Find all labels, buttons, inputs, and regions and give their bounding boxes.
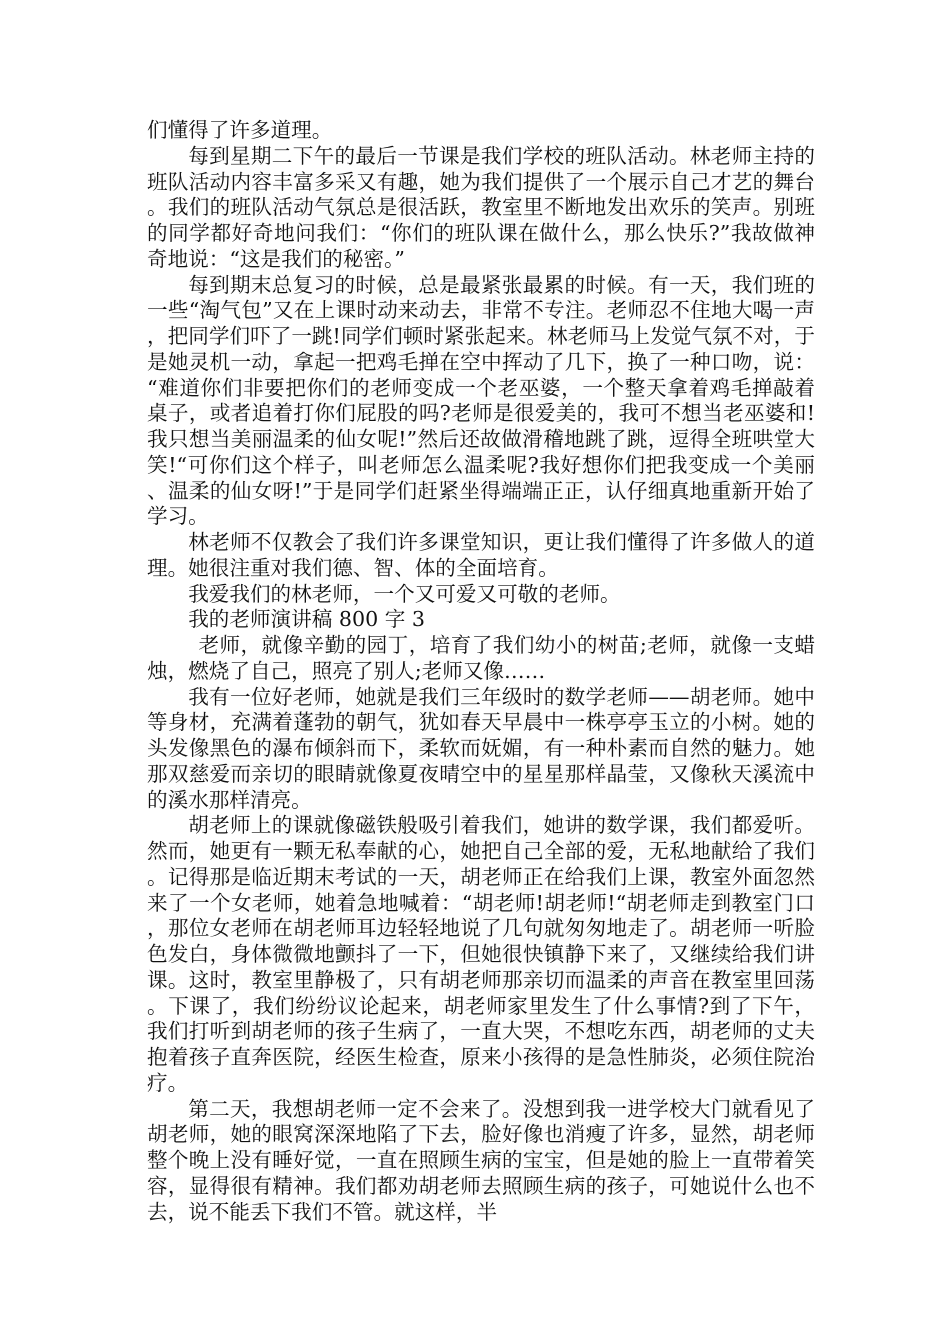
paragraph-teacher-lessons: 林老师不仅教会了我们许多课堂知识，更让我们懂得了许多做人的道理。她很注重对我们德、智、体的全面培育。 bbox=[147, 530, 815, 580]
section-heading: 我的老师演讲稿 800 字 3 bbox=[188, 607, 425, 632]
paragraph-teacher-hu-class: 胡老师上的课就像磁铁般吸引着我们，她讲的数学课，我们都爱听。然而，她更有一颗无私奉献的心，她把自己全部的爱，无私地献给了我们。记得那是临近期末考试的一天，胡老师正在给我们上课，教室外面忽然来了一个女老师，她着急地喊着：“胡老师!胡老师!“胡老师走到教室门口，那位女老师在胡老师耳边轻轻地说了几句就匆匆地走了。胡老师一听脸色发白，身体微微地颤抖了一下，但她很快镇静下来了，又继续给我们讲课。这时，教室里静极了，只有胡老师那亲切而温柔的声音在教室里回荡。下课了，我们纷纷议论起来，胡老师家里发生了什么事情?到了下午，我们打听到胡老师的孩子生病了，一直大哭，不想吃东西，胡老师的丈夫抱着孩子直奔医院，经医生检查，原来小孩得的是急性肺炎，必须住院治疗。 bbox=[147, 813, 815, 1095]
paragraph-teacher-metaphor: 老师，就像辛勤的园丁，培育了我们幼小的树苗;老师，就像一支蜡烛，燃烧了自己，照亮了别人;老师又像…… bbox=[147, 633, 815, 683]
document-page bbox=[147, 118, 815, 1225]
paragraph-final-review: 每到期末总复习的时候，总是最紧张最累的时候。有一天，我们班的一些“淘气包”又在上课时动来动去，非常不专注。老师忍不住地大喝一声，把同学们吓了一跳!同学们顿时紧张起来。林老师马上发觉气氛不对，于是她灵机一动，拿起一把鸡毛掸在空中挥动了几下，换了一种口吻，说：“难道你们非要把你们的老师变成一个老巫婆，一个整天拿着鸡毛掸敲着桌子，或者追着打你们屁股的吗?老师是很爱美的，我可不想当老巫婆和!我只想当美丽温柔的仙女呢!”然后还故做滑稽地跳了跳，逗得全班哄堂大笑!“可你们这个样子，叫老师怎么温柔呢?我好想你们把我变成一个美丽、温柔的仙女呀!”于是同学们赶紧坐得端端正正，认仔细真地重新开始了学习。 bbox=[147, 272, 815, 529]
paragraph-next-day: 第二天，我想胡老师一定不会来了。没想到我一进学校大门就看见了胡老师，她的眼窝深深地陷了下去，脸好像也消瘦了许多，显然，胡老师整个晚上没有睡好觉，一直在照顾生病的宝宝，但是她的脸上一直带着笑容，显得很有精神。我们都劝胡老师去照顾生病的孩子，可她说什么也不去，说不能丢下我们不管。就这样，半 bbox=[147, 1096, 815, 1224]
paragraph-continuation: 们懂得了许多道理。 bbox=[147, 118, 333, 142]
paragraph-class-activity: 每到星期二下午的最后一节课是我们学校的班队活动。林老师主持的班队活动内容丰富多采又有趣，她为我们提供了一个展示自己才艺的舞台。我们的班队活动气氛总是很活跃，教室里不断地发出欢乐的笑声。别班的同学都好奇地问我们：“你们的班队课在做什么，那么快乐?”我故做神奇地说：“这是我们的秘密。” bbox=[147, 143, 815, 271]
paragraph-love-teacher: 我爱我们的林老师，一个又可爱又可敬的老师。 bbox=[188, 581, 621, 606]
paragraph-teacher-hu-intro: 我有一位好老师，她就是我们三年级时的数学老师——胡老师。她中等身材，充满着蓬勃的朝气，犹如春天早晨中一株亭亭玉立的小树。她的头发像黑色的瀑布倾斜而下，柔软而妩媚，有一种朴素而自然的魅力。她那双慈爱而亲切的眼睛就像夏夜晴空中的星星那样晶莹，又像秋天溪流中的溪水那样清亮。 bbox=[147, 684, 815, 812]
